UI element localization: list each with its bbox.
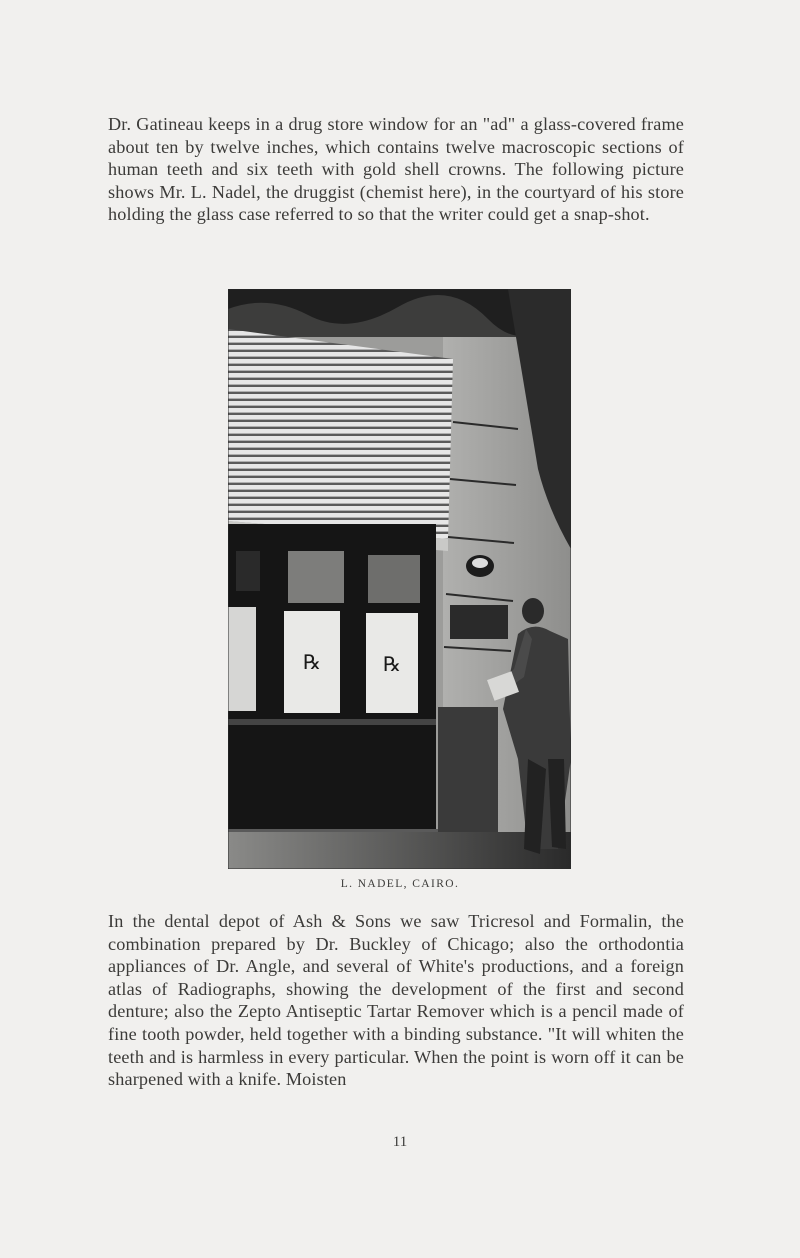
photo-caption: L. NADEL, CAIRO. [340,878,460,890]
rx-sign-right: ℞ [383,652,401,676]
page-number: 11 [392,1134,408,1150]
nadel-photograph [228,289,571,869]
body-paragraph: In the dental depot of Ash & Sons we saw Tricresol and Formalin, the combination prepared by Dr. Buckley of Chicago; also the orthodontia appliances of Dr. Angle, and several of White's productions, and a foreign atlas of Radiographs, showing the development of the first and second denture; also the Zepto Antiseptic Tartar Remover which is a pencil made of fine tooth powder, held together with a binding substance. "It will whiten the teeth and is harmless in every particular. When the point is worn off it can be sharpened with a knife. Moisten [108,911,684,1090]
intro-paragraph: Dr. Gatineau keeps in a drug store window for an "ad" a glass-covered frame about ten by twelve inches, which contains twelve macroscopic sections of human teeth and six teeth with gold shell crowns. The following picture shows Mr. L. Nadel, the druggist (chemist here), in the courtyard of his store holding the glass case referred to so that the writer could get a snap-shot. [108,114,684,225]
rx-sign-left: ℞ [303,650,321,674]
